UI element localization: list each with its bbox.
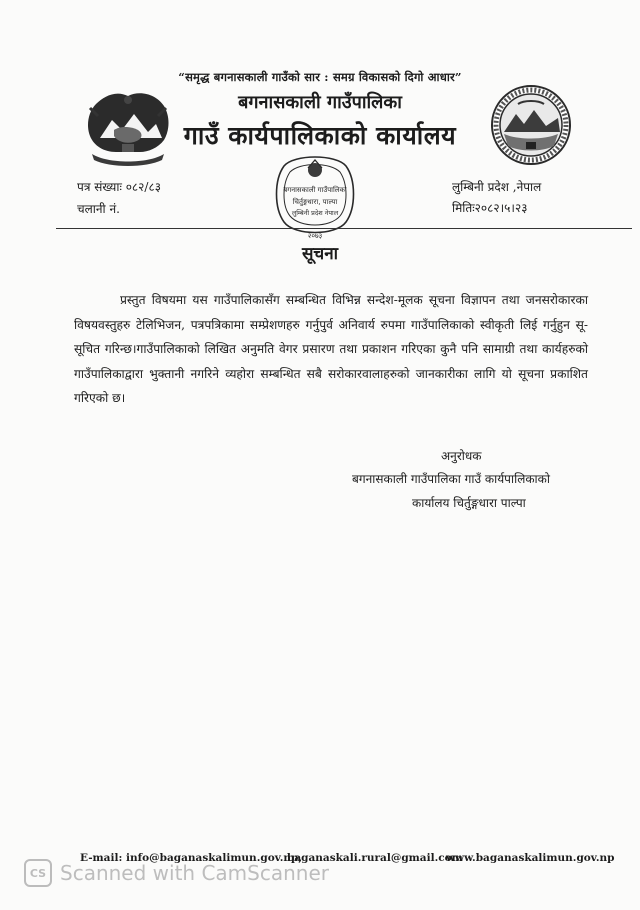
province: लुम्बिनी प्रदेश ,नेपाल — [452, 180, 542, 194]
stamp-text-2: चिर्तुङ्गधारा, पाल्पा — [292, 198, 338, 206]
stamp-text-3: लुम्बिनी प्रदेश नेपाल — [291, 209, 339, 217]
camscanner-text: Scanned with CamScanner — [60, 861, 329, 885]
camscanner-logo-icon: CS — [24, 859, 52, 887]
office-name: गाउँ कार्यपालिकाको कार्यालय — [183, 121, 457, 150]
tagline: “समृद्ध बगनासकाली गाउँको सार : समग्र विकासको दिगो आधार” — [178, 70, 462, 84]
letter-date: मितिः२०८२।५।२३ — [452, 201, 528, 215]
notice-heading: सूचना — [301, 244, 339, 264]
camscanner-watermark — [24, 858, 344, 888]
signature-location: कार्यालय चिर्तुङ्गधारा पाल्पा — [412, 496, 526, 510]
stamp-year: २०७३ — [307, 232, 323, 240]
signature-requester: अनुरोधक — [441, 449, 482, 463]
signature-office: बगनासकाली गाउँपालिका गाउँ कार्यपालिकाको — [352, 472, 550, 486]
letter-number: पत्र संख्याः ०८२/८३ — [77, 180, 161, 194]
notice-body — [74, 288, 588, 411]
notice-paragraph: प्रस्तुत विषयमा यस गाउँपालिकासँग सम्बन्धित विभिन्न सन्देश-मूलक सूचना विज्ञापन तथा जनसरोकारका विषयवस्तुहरु टेलिभिजन, पत्रपत्रिकामा सम्प्रेशणहरु गर्नुपुर्व अनिवार्य रुपमा गाउँपालिकाको स्वीकृती लिई गर्नुहुन सू-सूचित गरिन्छ।गाउँपालिकाको लिखित अनुमति वेगर प्रसारण तथा प्रकाशन गरिएका कुनै पनि सामाग्री तथा कार्यहरुको गाउँपालिकाद्वारा भुक्तानी नगरिने व्यहोरा सम्बन्धित सबै सरोकारवालाहरुको जानकारीका लागि यो सूचना प्रकाशित गरिएको छ। — [74, 293, 588, 406]
municipality-name: बगनासकाली गाउँपालिका — [238, 92, 402, 113]
dispatch-number: चलानी नं. — [77, 202, 120, 216]
footer-alt-email[interactable]: baganaskali.rural@gmail.com — [287, 852, 463, 864]
footer-email[interactable]: E-mail: info@baganaskalimun.gov.np, — [80, 852, 303, 864]
stamp-text-1: बगनासकाली गाउँपालिका — [283, 186, 347, 194]
footer-website[interactable]: www.baganaskalimun.gov.np — [446, 852, 615, 864]
header-divider — [56, 228, 632, 229]
municipality-logo-icon — [490, 84, 572, 166]
nepal-emblem-icon — [78, 86, 178, 168]
